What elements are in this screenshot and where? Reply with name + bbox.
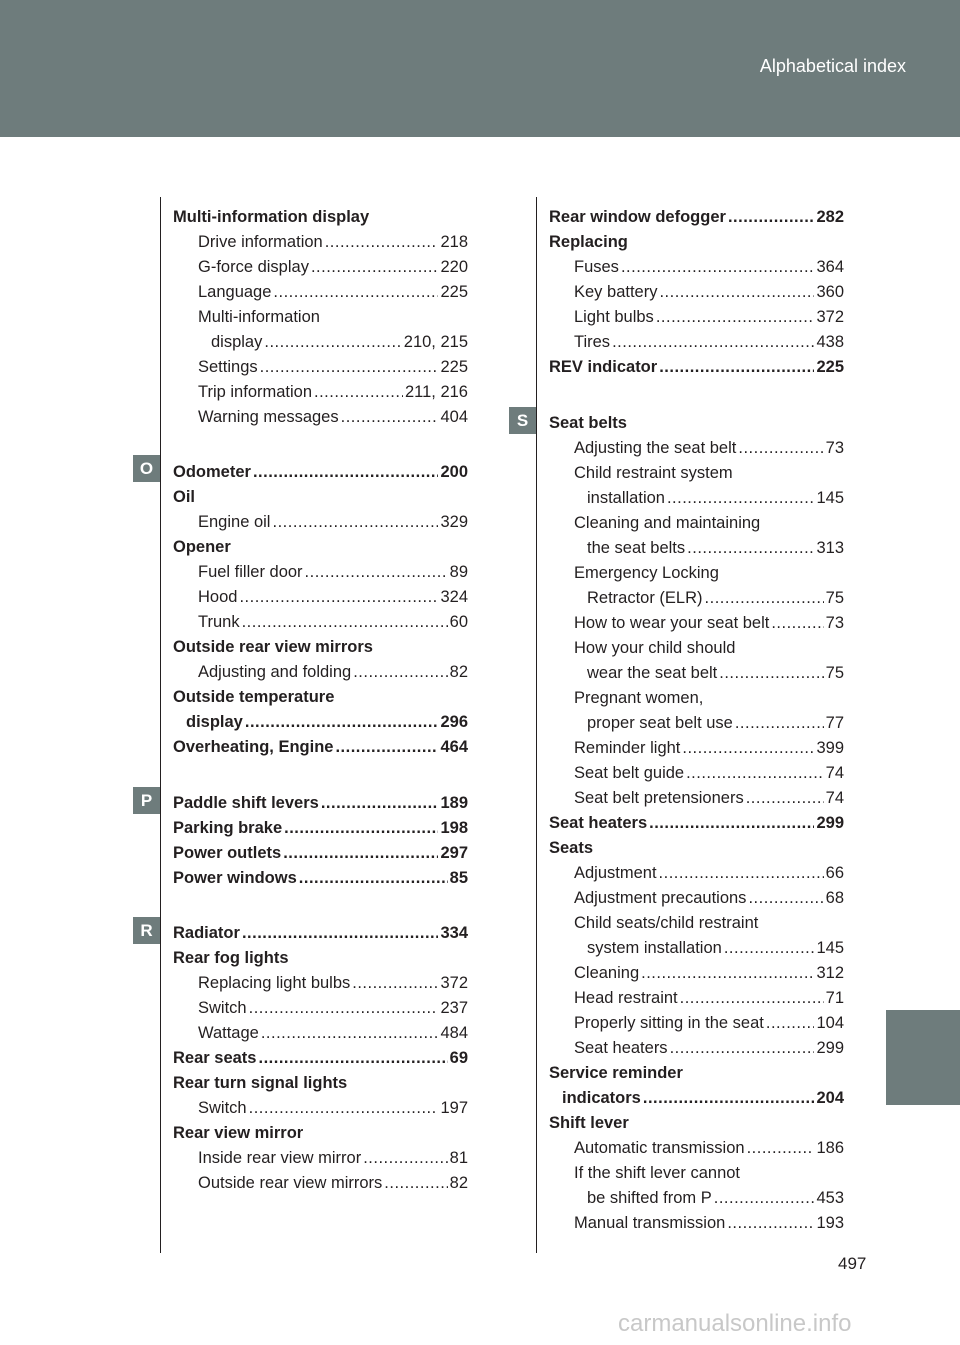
left-index-entry <box>173 535 468 560</box>
left-index-entry <box>173 485 468 510</box>
dot-leader <box>682 736 814 761</box>
entry-page-number: 484 <box>440 1024 468 1042</box>
right-index-entry <box>574 961 844 986</box>
entry-term: How to wear your seat belt <box>574 614 770 632</box>
right-index-entry <box>549 811 844 836</box>
entry-page-number: 364 <box>816 258 844 276</box>
page-header <box>0 0 960 137</box>
entry-page-number: 69 <box>449 1049 468 1067</box>
entry-term: Shift lever <box>549 1114 629 1132</box>
entry-term: be shifted from P <box>587 1189 712 1207</box>
dot-leader <box>249 1096 439 1121</box>
left-index-entry <box>173 735 468 760</box>
dot-leader <box>612 330 814 355</box>
entry-term: Retractor (ELR) <box>587 589 703 607</box>
right-index-entry <box>574 786 844 811</box>
entry-term: Engine oil <box>198 513 271 531</box>
left-index-entry <box>198 560 468 585</box>
entry-term: the seat belts <box>587 539 686 557</box>
entry-term: Reminder light <box>574 739 681 757</box>
right-index-entry <box>574 1011 844 1036</box>
left-index-entry <box>173 791 468 816</box>
right-index-entry <box>574 686 844 711</box>
left-index-entry <box>173 946 468 971</box>
entry-page-number: 145 <box>816 489 844 507</box>
right-index-entry <box>562 1086 844 1111</box>
entry-page-number: 210, 215 <box>403 333 468 351</box>
dot-leader <box>714 1186 815 1211</box>
dot-leader <box>705 586 824 611</box>
left-index-entry <box>198 660 468 685</box>
right-index-entry <box>574 461 844 486</box>
entry-term: Rear seats <box>173 1049 257 1067</box>
entry-page-number: 71 <box>825 989 844 1007</box>
entry-page-number: 464 <box>440 738 468 756</box>
entry-page-number: 204 <box>816 1089 844 1107</box>
entry-term: Seat belt pretensioners <box>574 789 744 807</box>
entry-term: REV indicator <box>549 358 658 376</box>
entry-term: If the shift lever cannot <box>574 1164 741 1182</box>
entry-page-number: 329 <box>440 513 468 531</box>
left-index-entry <box>173 635 468 660</box>
dot-leader <box>283 841 438 866</box>
dot-leader <box>314 380 403 405</box>
right-index-entry <box>574 305 844 330</box>
entry-page-number: 74 <box>825 789 844 807</box>
entry-term: Radiator <box>173 924 240 942</box>
entry-term: Inside rear view mirror <box>198 1149 362 1167</box>
entry-page-number: 75 <box>825 589 844 607</box>
dot-leader <box>621 255 815 280</box>
dot-leader <box>727 1211 814 1236</box>
entry-page-number: 225 <box>440 283 468 301</box>
dot-leader <box>738 436 823 461</box>
entry-term: indicators <box>562 1089 641 1107</box>
right-index-entry <box>574 1161 844 1186</box>
entry-page-number: 299 <box>816 814 844 832</box>
entry-term: Switch <box>198 999 247 1017</box>
entry-term: display <box>211 333 263 351</box>
entry-term: Switch <box>198 1099 247 1117</box>
entry-term: Drive information <box>198 233 323 251</box>
left-index-entry <box>173 205 468 230</box>
entry-page-number: 89 <box>449 563 468 581</box>
right-index-entry <box>574 330 844 355</box>
entry-page-number: 404 <box>440 408 468 426</box>
entry-page-number: 74 <box>825 764 844 782</box>
left-index-entry <box>198 305 468 330</box>
entry-page-number: 360 <box>816 283 844 301</box>
entry-page-number: 312 <box>816 964 844 982</box>
right-index-entry <box>587 486 844 511</box>
entry-page-number: 218 <box>440 233 468 251</box>
left-index-entry <box>198 610 468 635</box>
dot-leader <box>253 460 439 485</box>
left-index-entry <box>198 1146 468 1171</box>
dot-leader <box>667 486 815 511</box>
dot-leader <box>321 791 439 816</box>
entry-page-number: 237 <box>440 999 468 1017</box>
left-index-entry <box>198 585 468 610</box>
dot-leader <box>656 305 815 330</box>
entry-term: Trunk <box>198 613 240 631</box>
entry-page-number: 220 <box>440 258 468 276</box>
dot-leader <box>649 811 814 836</box>
entry-page-number: 60 <box>449 613 468 631</box>
dot-leader <box>335 735 438 760</box>
left-index-entry <box>186 710 468 735</box>
entry-page-number: 438 <box>816 333 844 351</box>
left-column-rule <box>160 197 161 1253</box>
dot-leader <box>325 230 439 255</box>
right-index-entry <box>587 1186 844 1211</box>
left-index-entry <box>173 1071 468 1096</box>
right-index-entry <box>574 511 844 536</box>
left-index-entry <box>198 230 468 255</box>
entry-term: Cleaning <box>574 964 640 982</box>
entry-page-number: 297 <box>440 844 468 862</box>
dot-leader <box>384 1171 447 1196</box>
entry-page-number: 453 <box>816 1189 844 1207</box>
dot-leader <box>748 886 823 911</box>
left-index-entry <box>198 996 468 1021</box>
entry-term: Adjustment precautions <box>574 889 747 907</box>
entry-page-number: 73 <box>825 614 844 632</box>
entry-term: Paddle shift levers <box>173 794 319 812</box>
entry-page-number: 73 <box>825 439 844 457</box>
entry-term: Seat belts <box>549 414 627 432</box>
entry-term: proper seat belt use <box>587 714 733 732</box>
right-index-entry <box>574 736 844 761</box>
entry-term: Head restraint <box>574 989 678 1007</box>
right-index-entry <box>549 205 844 230</box>
entry-page-number: 372 <box>440 974 468 992</box>
left-index-entry <box>173 1121 468 1146</box>
left-index-entry <box>198 255 468 280</box>
entry-term: Light bulbs <box>574 308 654 326</box>
entry-term: Adjusting and folding <box>198 663 352 681</box>
left-index-entry <box>198 1171 468 1196</box>
entry-page-number: 296 <box>440 713 468 731</box>
entry-page-number: 282 <box>816 208 844 226</box>
left-index-entry <box>198 405 468 430</box>
entry-term: Rear turn signal lights <box>173 1074 348 1092</box>
section-letter-s: S <box>509 407 536 434</box>
entry-page-number: 197 <box>440 1099 468 1117</box>
dot-leader <box>261 1021 439 1046</box>
entry-page-number: 225 <box>440 358 468 376</box>
dot-leader <box>724 936 815 961</box>
right-index-entry <box>549 836 844 861</box>
dot-leader <box>686 761 824 786</box>
entry-term: Child restraint system <box>574 464 733 482</box>
entry-term: Key battery <box>574 283 658 301</box>
entry-page-number: 81 <box>449 1149 468 1167</box>
right-index-entry <box>587 711 844 736</box>
right-index-entry <box>574 986 844 1011</box>
dot-leader <box>239 585 438 610</box>
entry-page-number: 372 <box>816 308 844 326</box>
right-index-entry <box>574 861 844 886</box>
entry-term: Fuses <box>574 258 619 276</box>
dot-leader <box>264 330 401 355</box>
entry-term: Outside rear view mirrors <box>173 638 373 656</box>
right-index-entry <box>574 636 844 661</box>
entry-term: Replacing light bulbs <box>198 974 351 992</box>
left-index-entry <box>173 841 468 866</box>
entry-term: Rear fog lights <box>173 949 289 967</box>
dot-leader <box>670 1036 815 1061</box>
entry-page-number: 193 <box>816 1214 844 1232</box>
entry-term: Rear view mirror <box>173 1124 304 1142</box>
entry-term: Outside temperature <box>173 688 335 706</box>
entry-page-number: 399 <box>816 739 844 757</box>
left-index-entry <box>211 330 468 355</box>
entry-term: Oil <box>173 488 196 506</box>
entry-term: wear the seat belt <box>587 664 718 682</box>
dot-leader <box>273 280 438 305</box>
entry-term: Service reminder <box>549 1064 683 1082</box>
dot-leader <box>258 1046 447 1071</box>
dot-leader <box>659 861 824 886</box>
right-index-entry <box>587 536 844 561</box>
dot-leader <box>659 355 814 380</box>
entry-page-number: 198 <box>440 819 468 837</box>
entry-term: system installation <box>587 939 722 957</box>
right-index-entry <box>574 886 844 911</box>
left-index-entry <box>173 921 468 946</box>
entry-term: Pregnant women, <box>574 689 704 707</box>
entry-term: Trip information <box>198 383 313 401</box>
entry-term: Automatic transmission <box>574 1139 745 1157</box>
entry-term: Wattage <box>198 1024 259 1042</box>
right-index-entry <box>574 1136 844 1161</box>
entry-page-number: 85 <box>449 869 468 887</box>
entry-term: Odometer <box>173 463 251 481</box>
entry-term: Power outlets <box>173 844 282 862</box>
section-letter-p: P <box>133 787 160 814</box>
dot-leader <box>641 961 814 986</box>
entry-page-number: 145 <box>816 939 844 957</box>
dot-leader <box>352 971 438 996</box>
entry-page-number: 189 <box>440 794 468 812</box>
entry-page-number: 225 <box>816 358 844 376</box>
dot-leader <box>680 986 824 1011</box>
right-index-entry <box>574 255 844 280</box>
entry-term: Manual transmission <box>574 1214 726 1232</box>
dot-leader <box>747 1136 815 1161</box>
right-index-entry <box>574 611 844 636</box>
right-index-entry <box>574 761 844 786</box>
right-index-entry <box>574 911 844 936</box>
entry-page-number: 313 <box>816 539 844 557</box>
entry-page-number: 104 <box>816 1014 844 1032</box>
dot-leader <box>643 1086 815 1111</box>
dot-leader <box>771 611 823 636</box>
dot-leader <box>659 280 814 305</box>
entry-page-number: 211, 216 <box>404 383 468 401</box>
entry-page-number: 186 <box>816 1139 844 1157</box>
entry-term: Child seats/child restraint <box>574 914 759 932</box>
left-index-entry <box>198 510 468 535</box>
dot-leader <box>305 560 448 585</box>
left-index-entry <box>198 1096 468 1121</box>
left-index-entry <box>198 380 468 405</box>
left-index-entry <box>173 866 468 891</box>
dot-leader <box>249 996 439 1021</box>
dot-leader <box>735 711 824 736</box>
entry-page-number: 82 <box>449 1174 468 1192</box>
left-index-entry <box>198 1021 468 1046</box>
dot-leader <box>341 405 439 430</box>
dot-leader <box>719 661 823 686</box>
entry-term: Properly sitting in the seat <box>574 1014 764 1032</box>
left-index-entry <box>173 816 468 841</box>
right-index-entry <box>574 561 844 586</box>
dot-leader <box>260 355 439 380</box>
left-index-entry <box>198 971 468 996</box>
entry-term: Tires <box>574 333 611 351</box>
entry-page-number: 334 <box>440 924 468 942</box>
entry-term: Cleaning and maintaining <box>574 514 761 532</box>
dot-leader <box>284 816 438 841</box>
entry-page-number: 77 <box>825 714 844 732</box>
right-index-entry <box>549 355 844 380</box>
entry-term: Warning messages <box>198 408 339 426</box>
right-index-entry <box>549 411 844 436</box>
dot-leader <box>272 510 438 535</box>
section-letter-r: R <box>133 917 160 944</box>
entry-term: Power windows <box>173 869 297 887</box>
entry-term: Multi-information display <box>173 208 370 226</box>
dot-leader <box>245 710 439 735</box>
entry-term: Parking brake <box>173 819 283 837</box>
entry-term: G-force display <box>198 258 309 276</box>
left-index-entry <box>198 355 468 380</box>
section-tab <box>886 1010 960 1105</box>
dot-leader <box>311 255 439 280</box>
entry-term: Outside rear view mirrors <box>198 1174 383 1192</box>
entry-term: Language <box>198 283 272 301</box>
entry-page-number: 68 <box>825 889 844 907</box>
entry-term: Rear window defogger <box>549 208 726 226</box>
entry-page-number: 66 <box>825 864 844 882</box>
left-index-entry <box>173 685 468 710</box>
entry-term: Overheating, Engine <box>173 738 334 756</box>
right-index-entry <box>574 280 844 305</box>
right-index-entry <box>574 1036 844 1061</box>
entry-term: display <box>186 713 243 731</box>
entry-term: Settings <box>198 358 258 376</box>
dot-leader <box>728 205 815 230</box>
entry-term: Seat belt guide <box>574 764 685 782</box>
left-index-entry <box>173 1046 468 1071</box>
entry-term: Adjusting the seat belt <box>574 439 737 457</box>
right-index-entry <box>587 586 844 611</box>
entry-page-number: 324 <box>440 588 468 606</box>
entry-page-number: 200 <box>440 463 468 481</box>
dot-leader <box>242 921 439 946</box>
left-index-entry <box>198 280 468 305</box>
right-index-entry <box>549 230 844 255</box>
entry-page-number: 75 <box>825 664 844 682</box>
dot-leader <box>746 786 824 811</box>
entry-term: Replacing <box>549 233 628 251</box>
dot-leader <box>242 610 448 635</box>
entry-term: Seat heaters <box>574 1039 668 1057</box>
right-index-entry <box>549 1061 844 1086</box>
entry-term: How your child should <box>574 639 736 657</box>
right-index-entry <box>587 661 844 686</box>
entry-term: Adjustment <box>574 864 657 882</box>
entry-term: Opener <box>173 538 231 556</box>
entry-term: Emergency Locking <box>574 564 719 582</box>
right-index-entry <box>574 436 844 461</box>
header-title: Alphabetical index <box>759 56 906 76</box>
left-index-entry <box>173 460 468 485</box>
watermark: carmanualsonline.info <box>618 1310 852 1337</box>
entry-term: Seats <box>549 839 594 857</box>
right-index-entry <box>574 1211 844 1236</box>
entry-page-number: 82 <box>449 663 468 681</box>
dot-leader <box>353 660 447 685</box>
dot-leader <box>766 1011 815 1036</box>
entry-term: Hood <box>198 588 238 606</box>
entry-term: Multi-information <box>198 308 320 326</box>
dot-leader <box>687 536 814 561</box>
right-column-rule <box>536 197 537 1253</box>
page-number: 497 <box>838 1254 867 1273</box>
entry-term: Fuel filler door <box>198 563 303 581</box>
dot-leader <box>363 1146 447 1171</box>
right-index-entry <box>587 936 844 961</box>
entry-term: installation <box>587 489 665 507</box>
entry-page-number: 299 <box>816 1039 844 1057</box>
dot-leader <box>299 866 448 891</box>
entry-term: Seat heaters <box>549 814 648 832</box>
right-index-entry <box>549 1111 844 1136</box>
section-letter-o: O <box>133 455 160 482</box>
